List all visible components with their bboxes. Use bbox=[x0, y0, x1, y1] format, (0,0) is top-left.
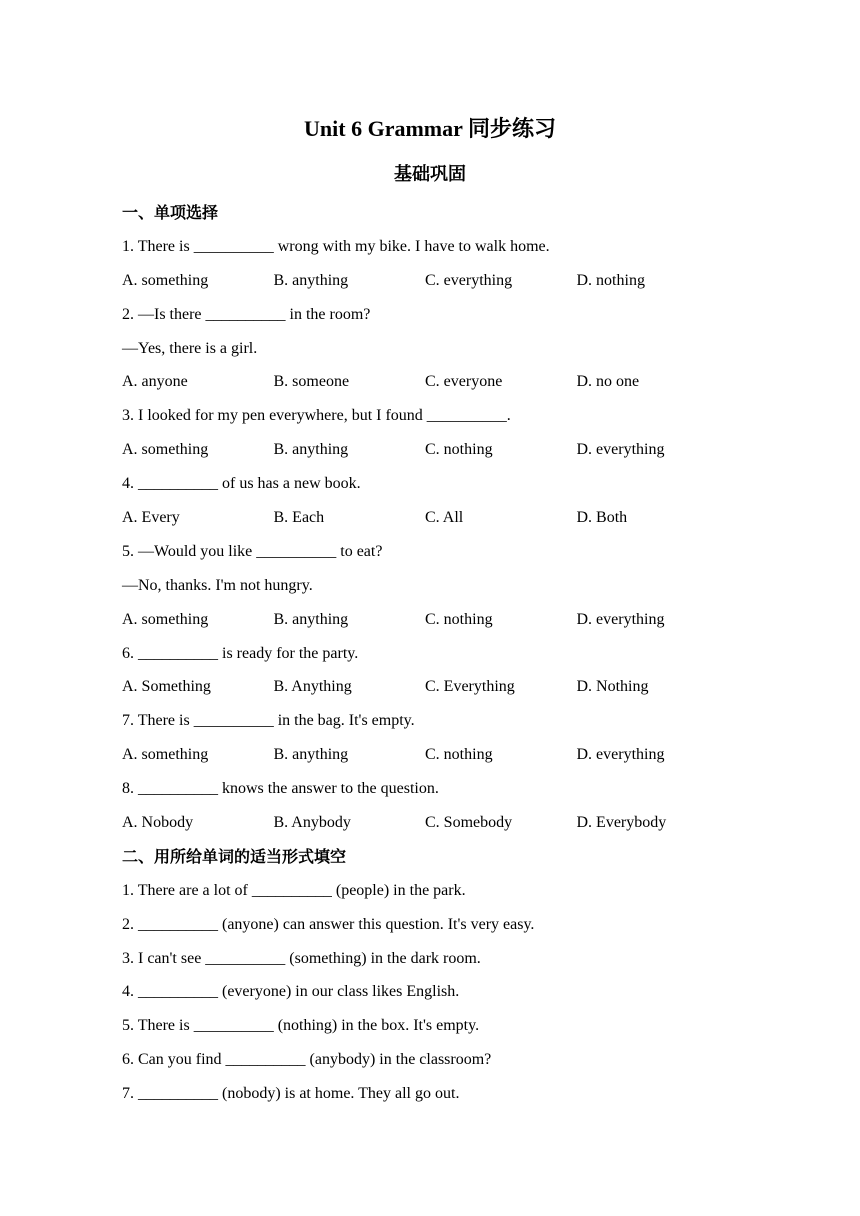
page-title: Unit 6 Grammar 同步练习 bbox=[304, 116, 556, 141]
options-row bbox=[122, 738, 742, 772]
option-c: C. nothing bbox=[425, 441, 493, 459]
option-a: A. Something bbox=[122, 678, 211, 696]
option-a: A. something bbox=[122, 746, 209, 764]
option-b: B. someone bbox=[273, 373, 350, 391]
question-line: —Yes, there is a girl. bbox=[122, 339, 258, 357]
option-d: D. nothing bbox=[576, 271, 645, 289]
option-d: D. Nothing bbox=[576, 678, 649, 696]
option-c: C. everything bbox=[425, 271, 513, 289]
option-a: A. Every bbox=[122, 509, 180, 527]
question-line: 5. —Would you like __________ to eat? bbox=[122, 542, 383, 560]
option-c: C. nothing bbox=[425, 610, 493, 628]
section2-heading: 二、用所给单词的适当形式填空 bbox=[122, 846, 347, 866]
option-c: C. nothing bbox=[425, 746, 493, 764]
question-line: 3. I looked for my pen everywhere, but I found __________. bbox=[122, 407, 511, 425]
question-line: 8. __________ knows the answer to the question. bbox=[122, 780, 439, 798]
option-b: B. anything bbox=[273, 271, 349, 289]
option-c: C. Everything bbox=[425, 678, 515, 696]
option-b: B. Each bbox=[273, 509, 325, 527]
option-d: D. everything bbox=[576, 610, 665, 628]
question-line: 2. —Is there __________ in the room? bbox=[122, 305, 371, 323]
option-c: C. Somebody bbox=[425, 814, 513, 832]
options-row bbox=[122, 670, 742, 704]
option-d: D. Everybody bbox=[576, 814, 667, 832]
option-c: C. everyone bbox=[425, 373, 503, 391]
option-a: A. something bbox=[122, 271, 209, 289]
fill-in-item: 1. There are a lot of __________ (people) in the park. bbox=[122, 881, 466, 899]
fill-in-item: 6. Can you find __________ (anybody) in the classroom? bbox=[122, 1051, 492, 1069]
option-b: B. anything bbox=[273, 746, 349, 764]
option-b: B. Anybody bbox=[273, 814, 351, 832]
question-line: 4. __________ of us has a new book. bbox=[122, 475, 361, 493]
option-d: D. everything bbox=[576, 441, 665, 459]
question-line: —No, thanks. I'm not hungry. bbox=[122, 576, 313, 594]
fill-in-item: 3. I can't see __________ (something) in the dark room. bbox=[122, 949, 481, 967]
option-d: D. no one bbox=[576, 373, 640, 391]
worksheet-content bbox=[122, 196, 742, 1111]
options-row bbox=[122, 501, 742, 535]
fill-in-item: 4. __________ (everyone) in our class likes English. bbox=[122, 983, 460, 1001]
options-row bbox=[122, 806, 742, 840]
option-b: B. anything bbox=[273, 441, 349, 459]
section2-items bbox=[122, 874, 742, 1111]
option-a: A. something bbox=[122, 610, 209, 628]
option-a: A. anyone bbox=[122, 373, 188, 391]
fill-in-item: 7. __________ (nobody) is at home. They all go out. bbox=[122, 1085, 460, 1103]
option-d: D. Both bbox=[576, 509, 628, 527]
options-row bbox=[122, 433, 742, 467]
fill-in-item: 5. There is __________ (nothing) in the box. It's empty. bbox=[122, 1017, 480, 1035]
question-line: 6. __________ is ready for the party. bbox=[122, 644, 359, 662]
fill-in-item: 2. __________ (anyone) can answer this question. It's very easy. bbox=[122, 915, 535, 933]
option-a: A. something bbox=[122, 441, 209, 459]
section1-heading: 一、单项选择 bbox=[122, 203, 219, 222]
page-subtitle: 基础巩固 bbox=[394, 164, 466, 184]
section1-questions bbox=[122, 230, 742, 840]
options-row bbox=[122, 264, 742, 298]
options-row bbox=[122, 365, 742, 399]
option-b: B. anything bbox=[273, 610, 349, 628]
question-line: 7. There is __________ in the bag. It's empty. bbox=[122, 712, 415, 730]
option-c: C. All bbox=[425, 509, 464, 527]
option-b: B. Anything bbox=[273, 678, 352, 696]
question-line: 1. There is __________ wrong with my bike. I have to walk home. bbox=[122, 237, 550, 255]
option-d: D. everything bbox=[576, 746, 665, 764]
option-a: A. Nobody bbox=[122, 814, 194, 832]
options-row bbox=[122, 603, 742, 637]
